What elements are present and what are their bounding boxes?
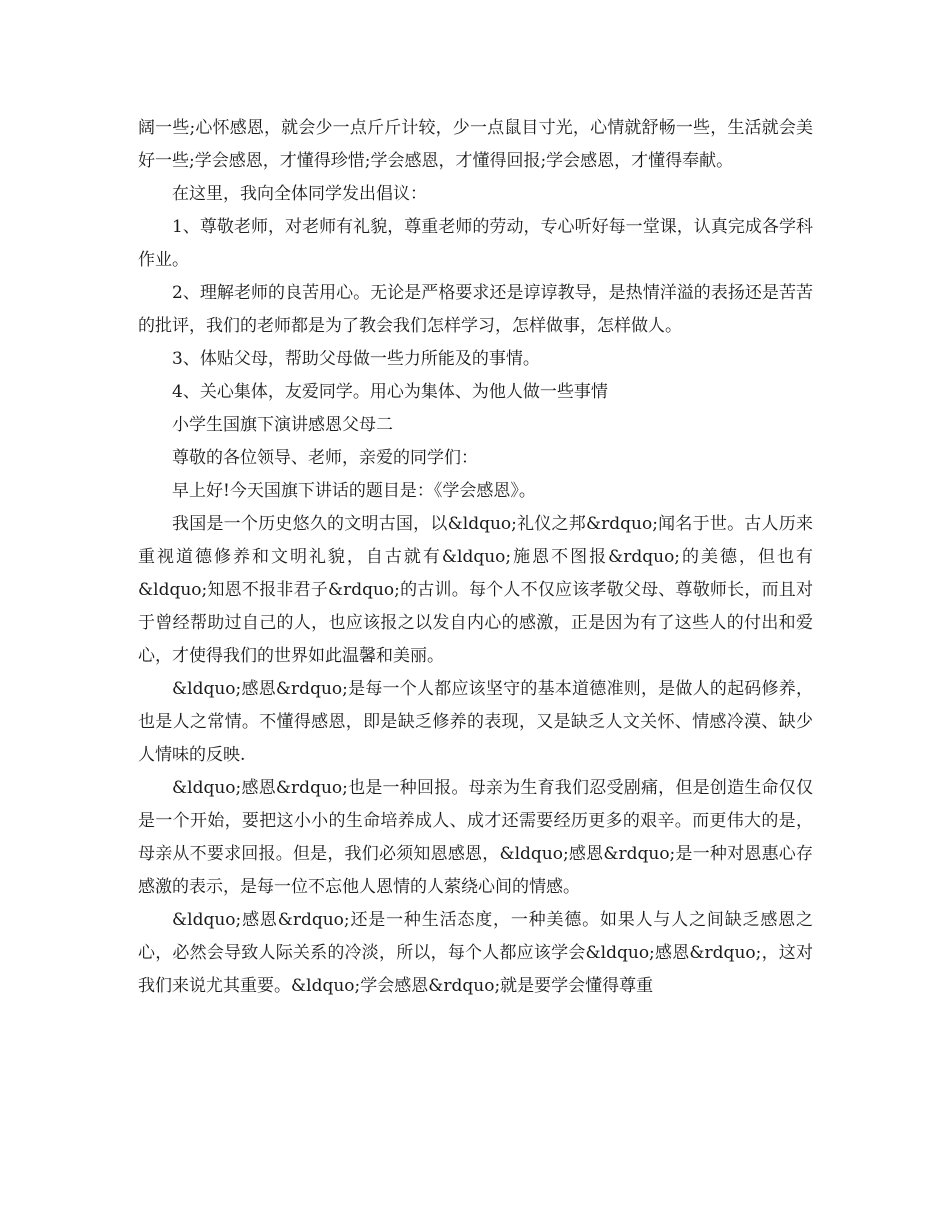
paragraph-body: 我国是一个历史悠久的文明古国，以&ldquo;礼仪之邦&rdquo;闻名于世。古人历来重视道德修养和文明礼貌，自古就有&ldquo;施恩不图报&rdquo;的美德，但也有&ldquo;知恩不报非君子&rdquo;的古训。每个人不仅应该孝敬父母、尊敬师长，而且对于曾经帮助过自己的人，也应该报之以发自内心的感激，正是因为有了这些人的付出和爱心，才使得我们的世界如此温馨和美丽。 — [138, 514, 813, 666]
paragraph-proposal-2: 2、理解老师的良苦用心。无论是严格要求还是谆谆教导，是热情洋溢的表扬还是苦苦的批评，我们的老师都是为了教会我们怎样学习，怎样做事，怎样做人。 — [138, 283, 813, 336]
paragraph-body: &ldquo;感恩&rdquo;是每一个人都应该坚守的基本道德准则，是做人的起码修养，也是人之常情。不懂得感恩，即是缺乏修养的表现，又是缺乏人文关怀、情感冷漠、缺少人情味的反映. — [138, 679, 813, 765]
paragraph-continuation: 阔一些;心怀感恩，就会少一点斤斤计较，少一点鼠目寸光，心情就舒畅一些，生活就会美好一些;学会感恩，才懂得珍惜;学会感恩，才懂得回报;学会感恩，才懂得奉献。 — [138, 118, 813, 171]
paragraph-greeting: 早上好!今天国旗下讲话的题目是：《学会感恩》。 — [172, 481, 536, 501]
paragraph-proposal-3: 3、体贴父母，帮助父母做一些力所能及的事情。 — [172, 349, 540, 369]
paragraph-proposal-4: 4、关心集体，友爱同学。用心为集体、为他人做一些事情 — [172, 382, 608, 402]
document-body — [138, 112, 813, 1003]
paragraph-salutation: 尊敬的各位领导、老师，亲爱的同学们： — [172, 448, 478, 468]
paragraph-proposal-intro: 在这里，我向全体同学发出倡议： — [172, 184, 427, 204]
paragraph-proposal-1: 1、尊敬老师，对老师有礼貌，尊重老师的劳动，专心听好每一堂课，认真完成各学科作业。 — [138, 217, 813, 270]
paragraph-body: &ldquo;感恩&rdquo;也是一种回报。母亲为生育我们忍受剧痛，但是创造生命仅仅是一个开始，要把这小小的生命培养成人、成才还需要经历更多的艰辛。而更伟大的是，母亲从不要求回报。但是，我们必须知恩感恩，&ldquo;感恩&rdquo;是一种对恩惠心存感激的表示，是每一位不忘他人恩情的人萦绕心间的情感。 — [138, 778, 813, 897]
paragraph-body: &ldquo;感恩&rdquo;还是一种生活态度，一种美德。如果人与人之间缺乏感恩之心，必然会导致人际关系的冷淡，所以，每个人都应该学会&ldquo;感恩&rdquo;，这对我们来说尤其重要。&ldquo;学会感恩&rdquo;就是要学会懂得尊重 — [138, 910, 813, 996]
section-title: 小学生国旗下演讲感恩父母二 — [172, 415, 393, 435]
